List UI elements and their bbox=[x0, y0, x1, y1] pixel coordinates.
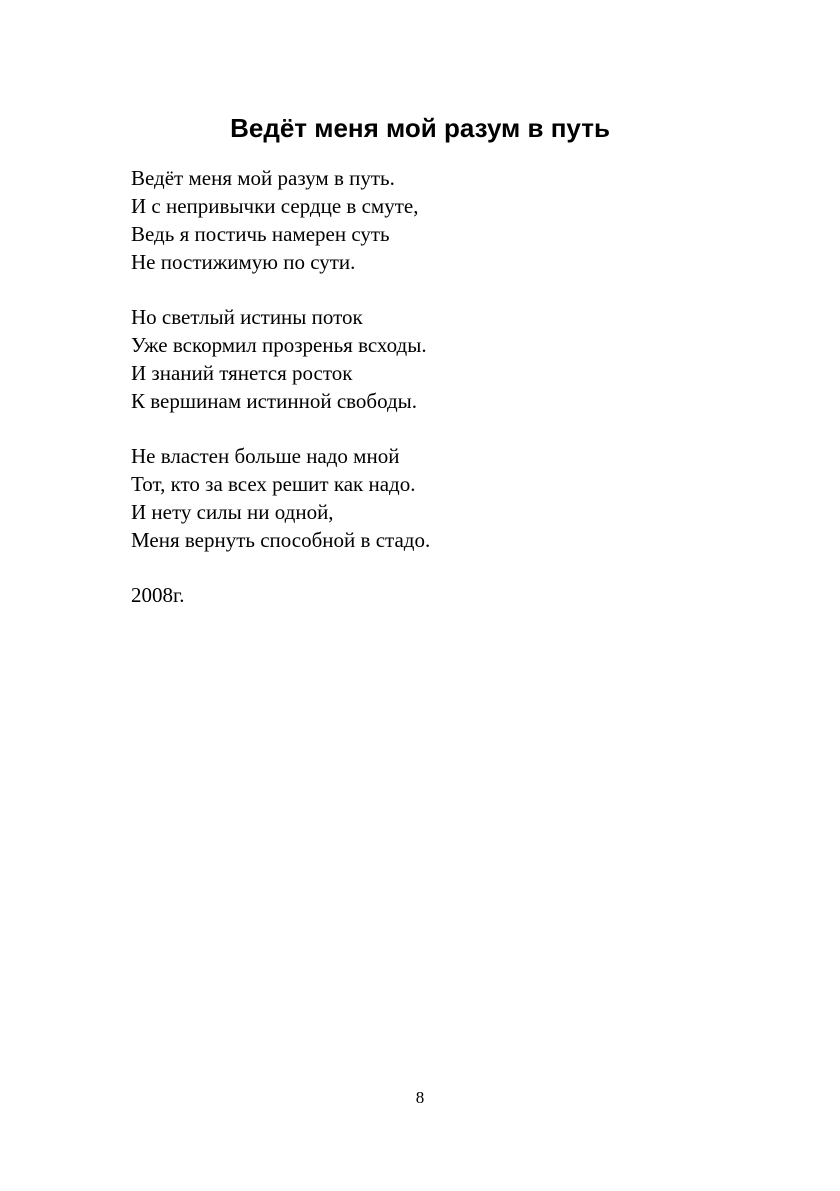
poem-body bbox=[131, 164, 430, 609]
poem-date: 2008г. bbox=[131, 583, 185, 607]
poem-line: И с непривычки сердце в смуте, bbox=[131, 194, 419, 218]
poem-line: Не властен больше надо мной bbox=[131, 444, 400, 468]
poem-line: И знаний тянется росток bbox=[131, 361, 353, 385]
poem-line: Уже вскормил прозренья всходы. bbox=[131, 333, 427, 357]
stanza-3 bbox=[131, 442, 430, 554]
poem-line: Меня вернуть способной в стадо. bbox=[131, 528, 431, 552]
page-number: 8 bbox=[415, 1088, 425, 1107]
stanza-2 bbox=[131, 303, 430, 415]
stanza-1 bbox=[131, 164, 430, 276]
poem-line: Ведь я постичь намерен суть bbox=[131, 222, 390, 246]
poem-line: Ведёт меня мой разум в путь. bbox=[131, 166, 395, 190]
poem-line: Тот, кто за всех решит как надо. bbox=[131, 472, 416, 496]
poem-line: И нету силы ни одной, bbox=[131, 500, 334, 524]
poem-line: Но светлый истины поток bbox=[131, 305, 363, 329]
poem-title: Ведёт меня мой разум в путь bbox=[230, 113, 610, 143]
poem-line: К вершинам истинной свободы. bbox=[131, 389, 418, 413]
poem-line: Не постижимую по сути. bbox=[131, 250, 356, 274]
